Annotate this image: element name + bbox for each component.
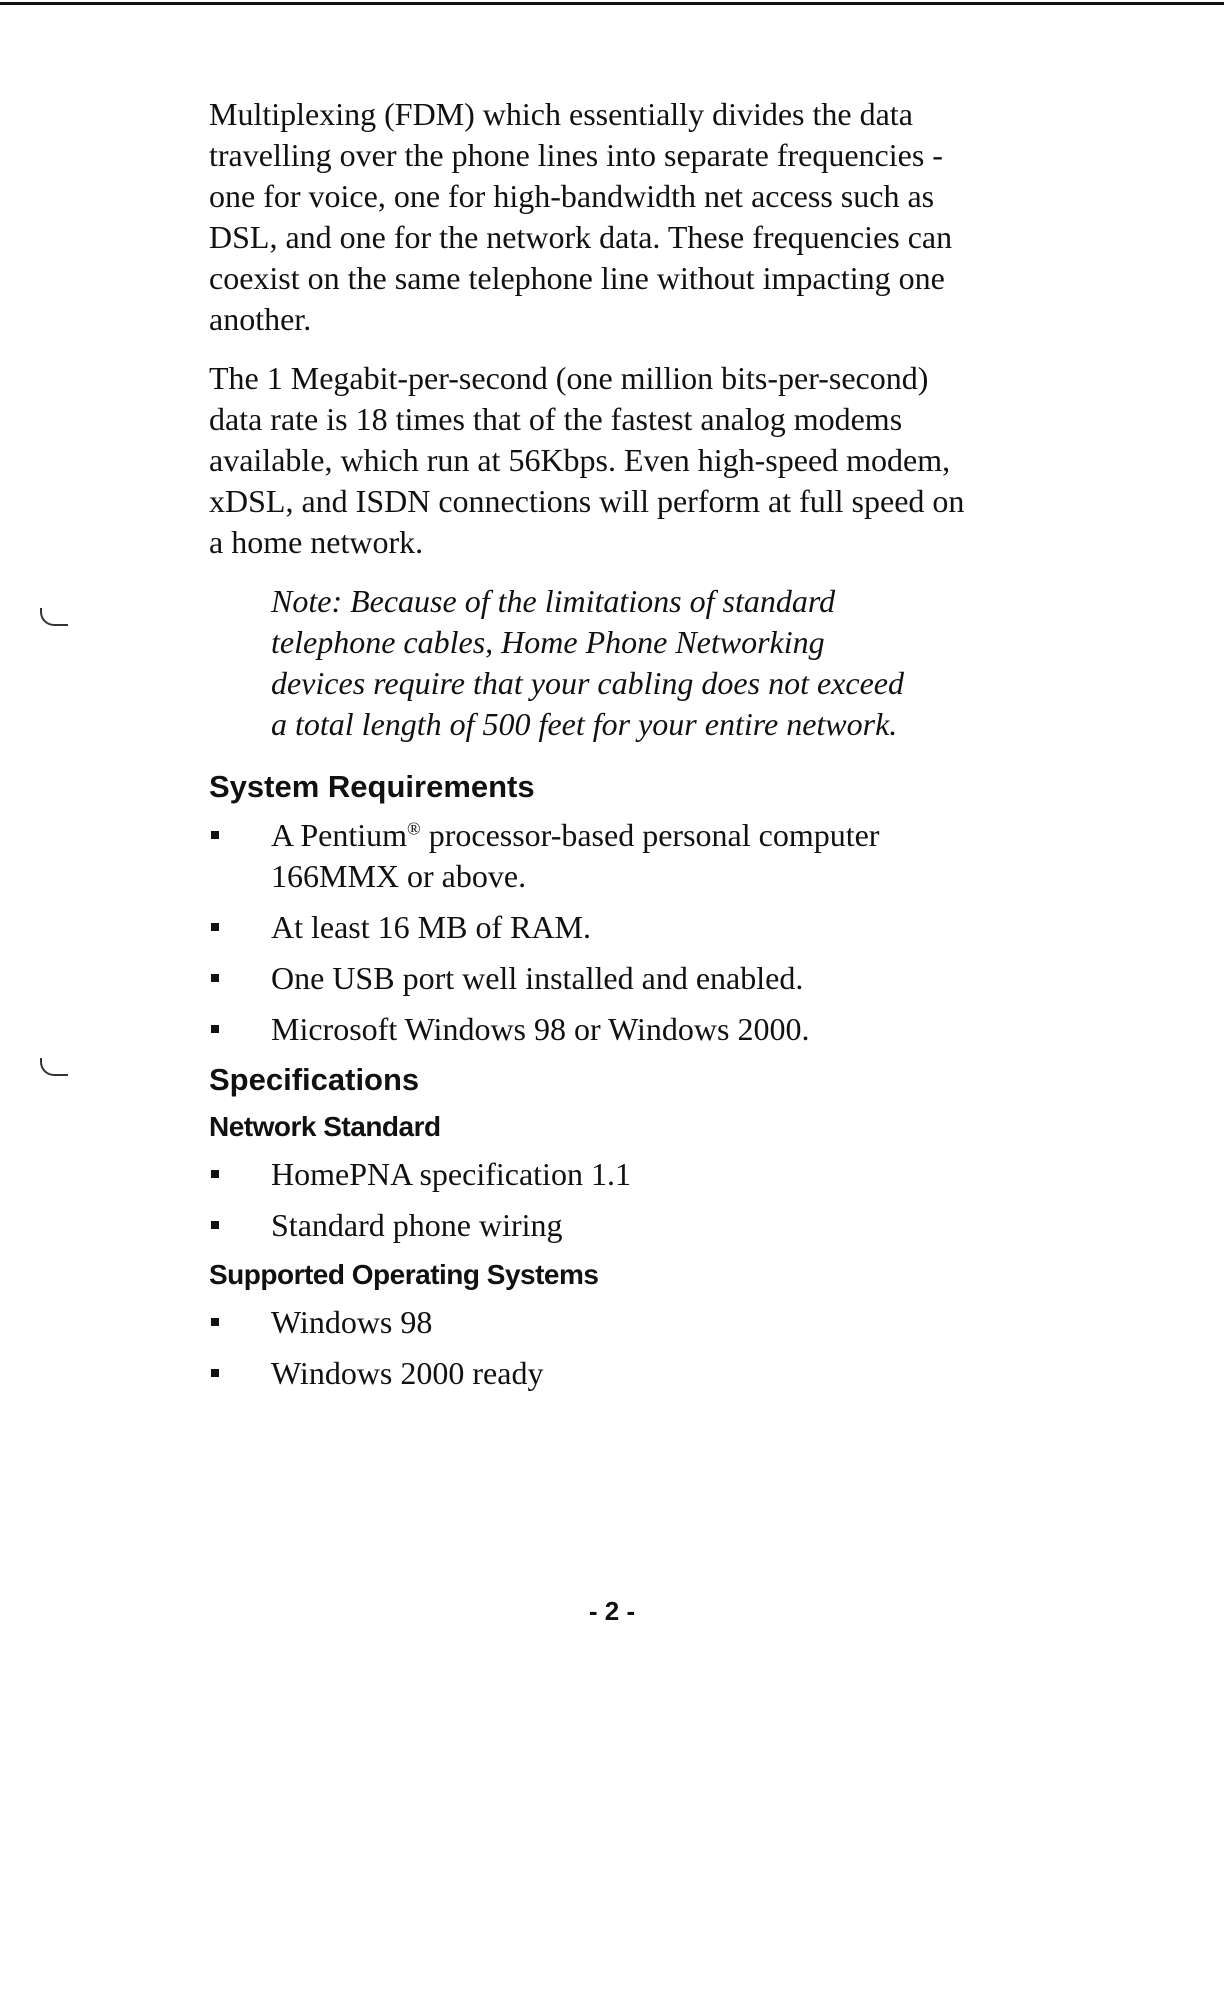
system-requirements-heading: System Requirements bbox=[209, 769, 535, 804]
bullet-icon bbox=[211, 831, 219, 839]
page-content bbox=[209, 94, 1009, 1404]
bullet-icon bbox=[211, 1221, 219, 1229]
paragraph-fdm: Multiplexing (FDM) which essentially divides the data travelling over the phone lines into separate frequencies - one for voice, one for high-bandwidth net access such as DSL, and one for the network data. These frequencies can coexist on the same telephone line without impacting one another. bbox=[209, 96, 953, 337]
bullet-icon bbox=[211, 974, 219, 982]
margin-curve-mark bbox=[40, 608, 68, 626]
list-item-text: HomePNA specification 1.1 bbox=[271, 1156, 631, 1192]
list-item-text: Windows 2000 ready bbox=[271, 1355, 544, 1391]
margin-curve-mark bbox=[40, 1058, 68, 1076]
list-item bbox=[209, 1154, 971, 1195]
page-number: - 2 - bbox=[588, 1596, 636, 1626]
list-item bbox=[209, 815, 971, 897]
list-item bbox=[209, 1009, 971, 1050]
specifications-heading: Specifications bbox=[209, 1062, 420, 1097]
bullet-icon bbox=[211, 1170, 219, 1178]
list-item-text: At least 16 MB of RAM. bbox=[271, 909, 591, 945]
bullet-icon bbox=[211, 1025, 219, 1033]
supported-os-list bbox=[209, 1302, 1009, 1394]
list-item-text: A Pentium bbox=[271, 817, 408, 853]
supported-os-heading: Supported Operating Systems bbox=[209, 1259, 599, 1290]
list-item bbox=[209, 1302, 971, 1343]
paragraph-data-rate: The 1 Megabit-per-second (one million bits-per-second) data rate is 18 times that of the fastest analog modems available, which run at 56Kbps. Even high-speed modem, xDSL, and ISDN connections will perform at full speed on a home network. bbox=[209, 360, 965, 560]
list-item bbox=[209, 907, 971, 948]
list-item bbox=[209, 958, 971, 999]
network-standard-heading: Network Standard bbox=[209, 1111, 441, 1142]
system-requirements-list bbox=[209, 815, 1009, 1050]
list-item-text: Microsoft Windows 98 or Windows 2000. bbox=[271, 1011, 810, 1047]
note-cabling: Note: Because of the limitations of standard telephone cables, Home Phone Networking devices require that your cabling does not exceed a total length of 500 feet for your entire network. bbox=[271, 583, 904, 742]
registered-mark: ® bbox=[407, 818, 421, 839]
list-item bbox=[209, 1205, 971, 1246]
list-item-text: One USB port well installed and enabled. bbox=[271, 960, 804, 996]
bullet-icon bbox=[211, 1318, 219, 1326]
top-rule bbox=[0, 2, 1224, 5]
list-item-text: processor-based personal computer 166MMX or above. bbox=[271, 817, 880, 894]
list-item-text: Standard phone wiring bbox=[271, 1207, 563, 1243]
list-item bbox=[209, 1353, 971, 1394]
list-item-text: Windows 98 bbox=[271, 1304, 433, 1340]
bullet-icon bbox=[211, 923, 219, 931]
bullet-icon bbox=[211, 1369, 219, 1377]
network-standard-list bbox=[209, 1154, 1009, 1246]
